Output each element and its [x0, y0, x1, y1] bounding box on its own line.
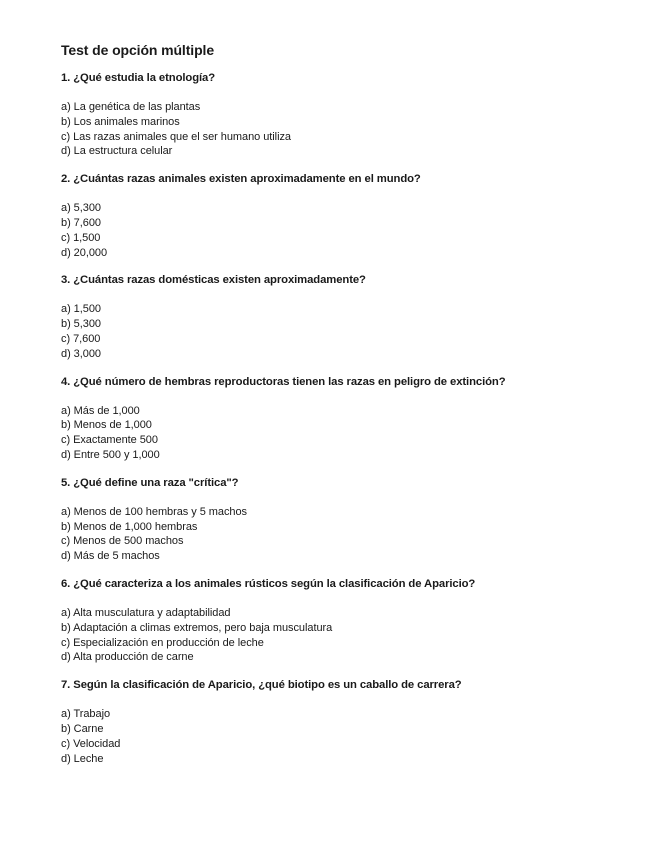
option-b: b) Carne	[61, 722, 104, 735]
option-b: b) Menos de 1,000	[61, 419, 152, 432]
option-d: d) 20,000	[61, 246, 108, 259]
option-a: a) 1,500	[61, 303, 101, 316]
option-c: c) Las razas animales que el ser humano utiliza	[61, 130, 291, 143]
question-2	[61, 172, 621, 260]
option-d: d) Más de 5 machos	[61, 550, 160, 563]
option-d: d) Alta producción de carne	[61, 651, 194, 664]
question-text: 3. ¿Cuántas razas domésticas existen aproximadamente?	[61, 274, 366, 287]
question-text: 6. ¿Qué caracteriza a los animales rústicos según la clasificación de Aparicio?	[61, 577, 476, 590]
options-list	[61, 505, 621, 564]
question-4	[61, 375, 621, 463]
question-text: 4. ¿Qué número de hembras reproductoras tienen las razas en peligro de extinción?	[61, 375, 506, 388]
option-c: c) 1,500	[61, 231, 101, 244]
option-d: d) Leche	[61, 752, 104, 765]
option-a: a) Más de 1,000	[61, 404, 140, 417]
option-c: c) Velocidad	[61, 737, 121, 750]
option-c: c) Menos de 500 machos	[61, 535, 184, 548]
option-b: b) Menos de 1,000 hembras	[61, 520, 198, 533]
question-text: 5. ¿Qué define una raza "crítica"?	[61, 476, 239, 489]
options-list	[61, 606, 621, 665]
option-b: b) 7,600	[61, 216, 101, 229]
document-page	[61, 41, 621, 779]
option-c: c) Especialización en producción de leche	[61, 636, 264, 649]
option-b: b) 5,300	[61, 318, 101, 331]
option-b: b) Los animales marinos	[61, 115, 180, 128]
option-d: d) La estructura celular	[61, 145, 173, 158]
option-a: a) Menos de 100 hembras y 5 machos	[61, 505, 248, 518]
option-d: d) 3,000	[61, 347, 101, 360]
question-text: 7. Según la clasificación de Aparicio, ¿qué biotipo es un caballo de carrera?	[61, 679, 462, 692]
document-title: Test de opción múltiple	[61, 42, 215, 58]
options-list	[61, 404, 621, 463]
options-list	[61, 100, 621, 159]
option-b: b) Adaptación a climas extremos, pero baja musculatura	[61, 621, 333, 634]
question-6	[61, 577, 621, 665]
question-7	[61, 678, 621, 766]
options-list	[61, 201, 621, 260]
question-5	[61, 476, 621, 564]
options-list	[61, 707, 621, 766]
question-text: 2. ¿Cuántas razas animales existen aproximadamente en el mundo?	[61, 173, 421, 186]
option-a: a) 5,300	[61, 202, 101, 215]
option-a: a) Trabajo	[61, 708, 111, 721]
question-text: 1. ¿Qué estudia la etnología?	[61, 72, 216, 84]
option-d: d) Entre 500 y 1,000	[61, 448, 160, 461]
option-c: c) 7,600	[61, 332, 101, 345]
question-3	[61, 273, 621, 361]
options-list	[61, 302, 621, 361]
option-a: a) La genética de las plantas	[61, 101, 201, 113]
option-c: c) Exactamente 500	[61, 434, 158, 447]
option-a: a) Alta musculatura y adaptabilidad	[61, 606, 231, 619]
question-1	[61, 71, 621, 159]
